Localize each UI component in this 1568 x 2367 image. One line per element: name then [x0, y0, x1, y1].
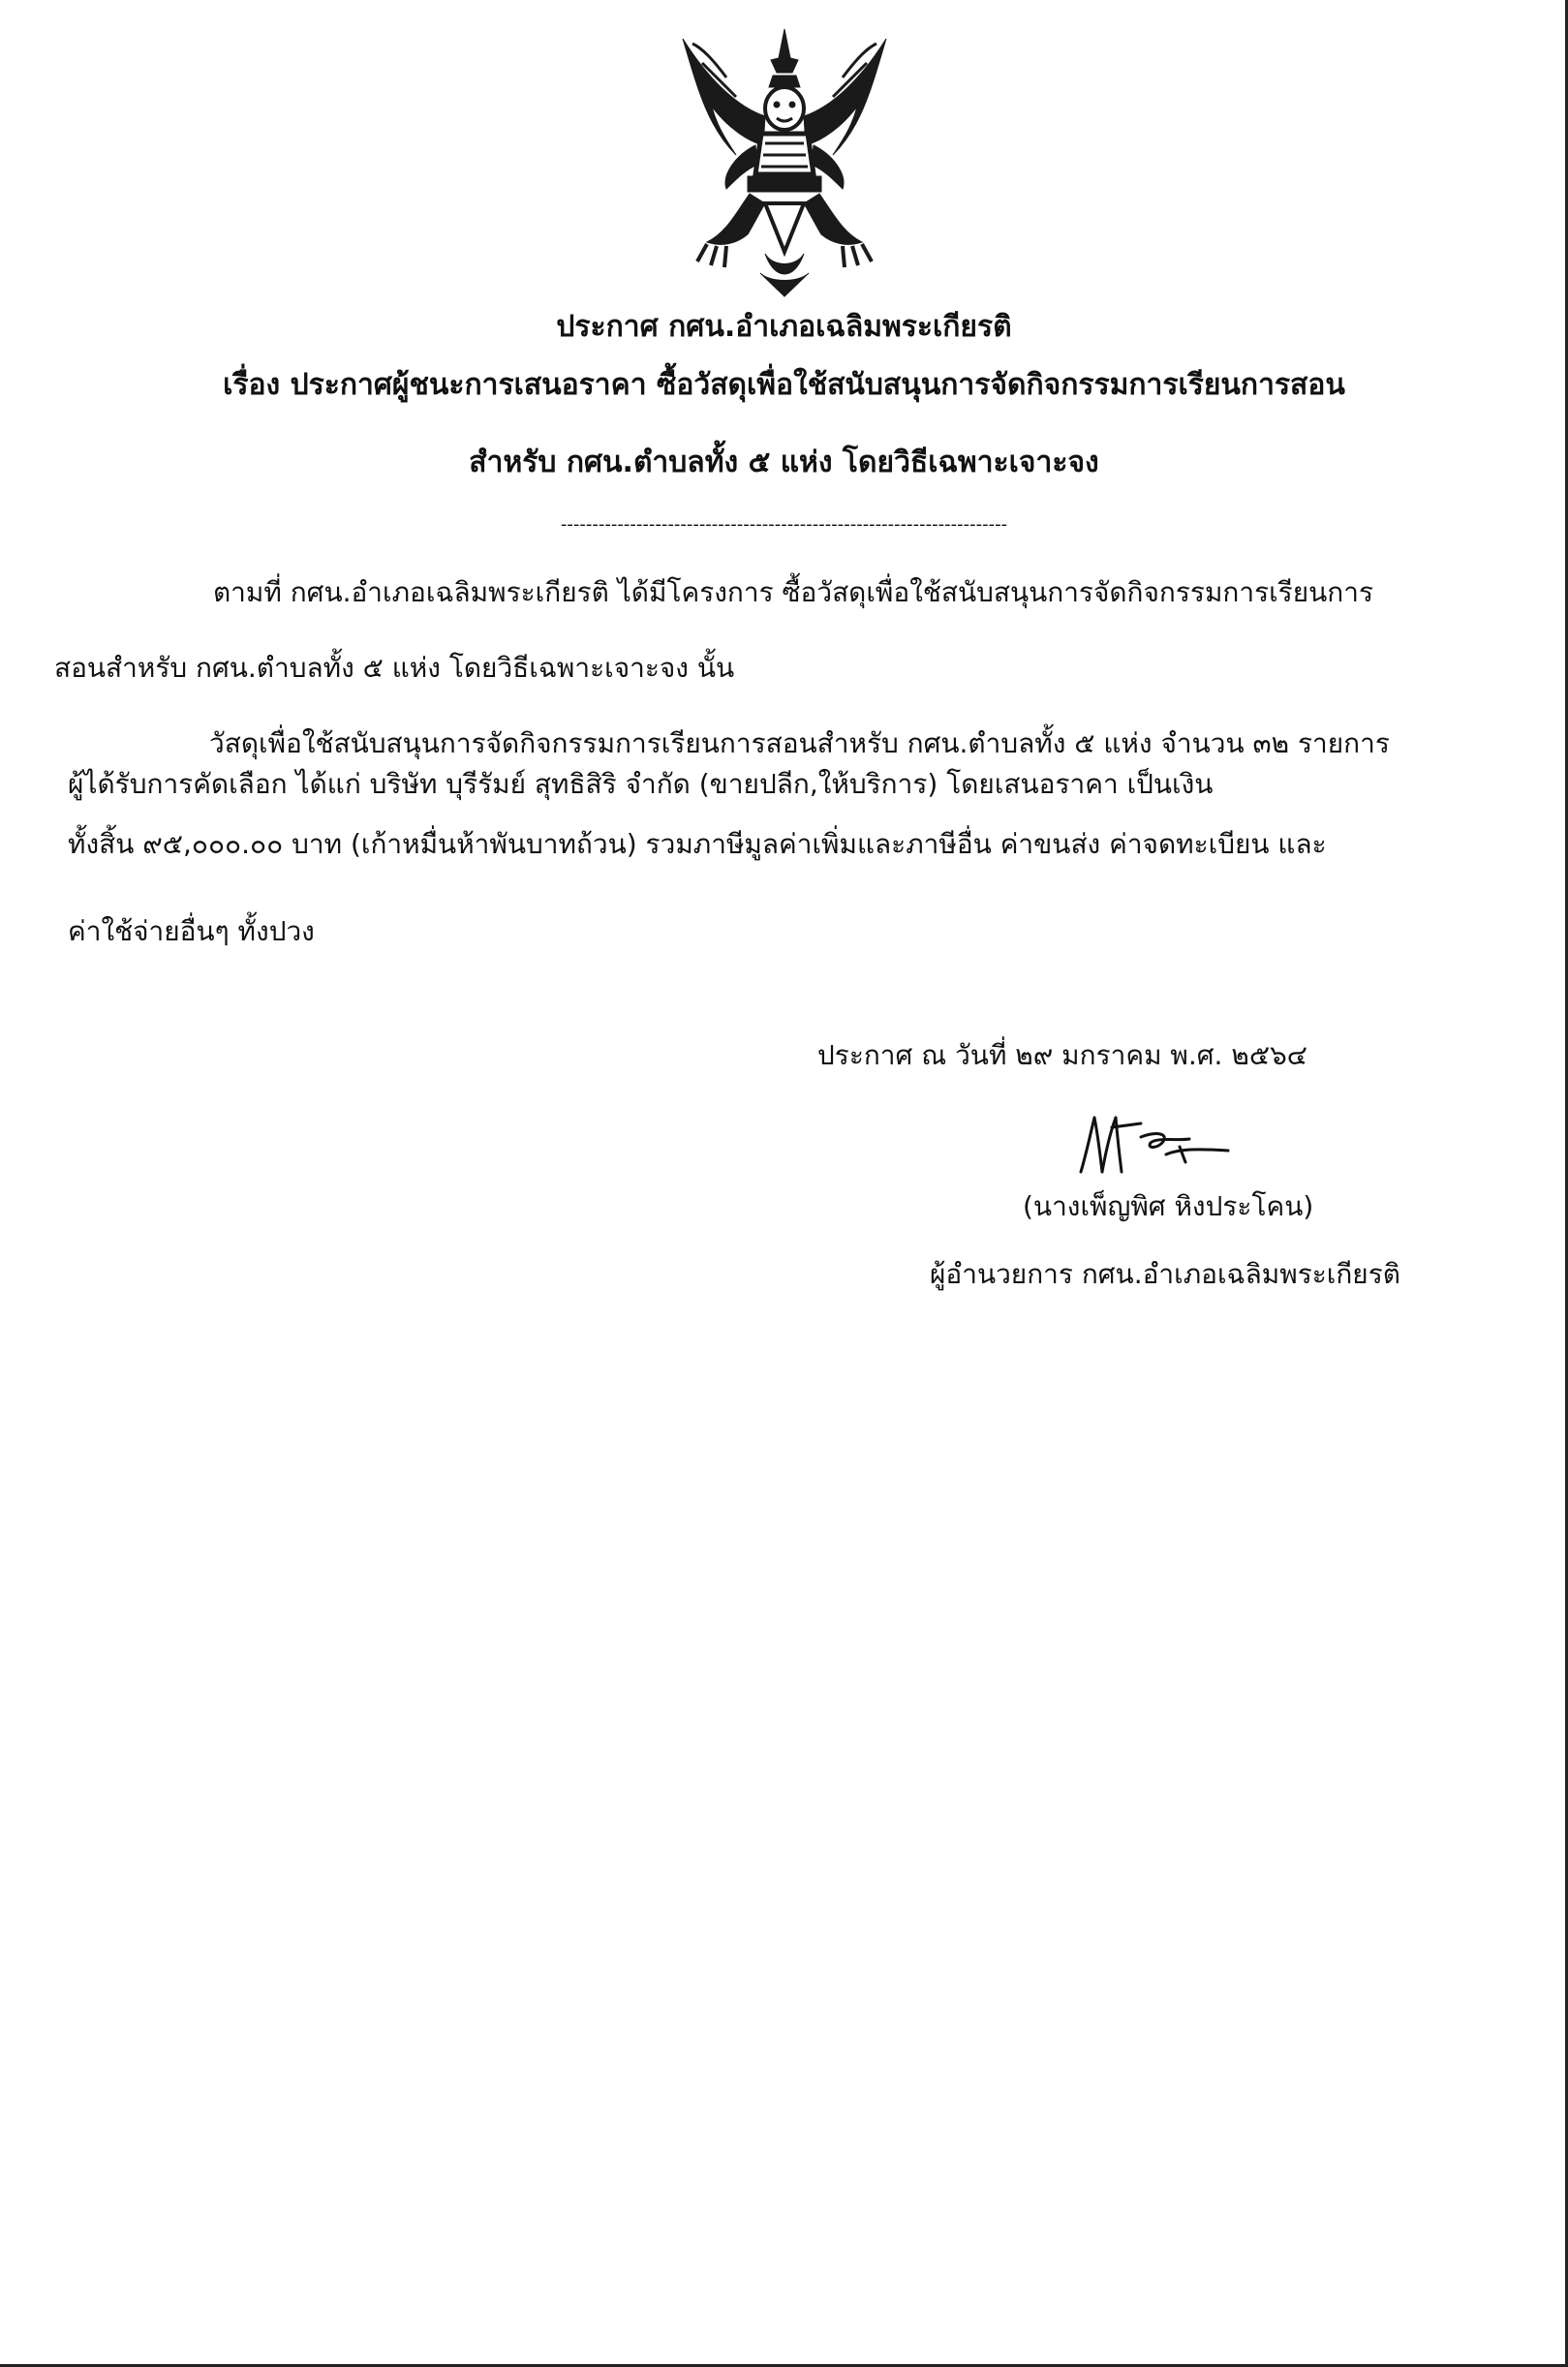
garuda-emblem-icon	[668, 19, 901, 300]
signer-title: ผู้อำนวยการ กศน.อำเภอเฉลิมพระเกียรติ	[930, 1258, 1400, 1290]
paragraph-2-line-1: วัสดุเพื่อใช้สนับสนุนการจัดกิจกรรมการเรียนการสอนสำหรับ กศน.ตำบลทั้ง ๕ แห่ง จำนวน ๓๒ รายการ	[209, 727, 1390, 759]
signature-icon	[1073, 1104, 1238, 1182]
separator-line: -----------------------------------------------------------------------	[560, 514, 1008, 535]
announcement-date: ประกาศ ณ วันที่ ๒๙ มกราคม พ.ศ. ๒๕๖๔	[817, 1039, 1307, 1071]
paragraph-1-line-2: สอนสำหรับ กศน.ตำบลทั้ง ๕ แห่ง โดยวิธีเฉพาะเจาะจง นั้น	[54, 652, 735, 684]
paragraph-2-line-2: ผู้ได้รับการคัดเลือก ได้แก่ บริษัท บุรีรัมย์ สุทธิสิริ จำกัด (ขายปลีก,ให้บริการ) โดยเสนอราคา เป็นเงิน	[68, 768, 1214, 800]
paragraph-1-line-1: ตามที่ กศน.อำเภอเฉลิมพระเกียรติ ได้มีโครงการ ซื้อวัสดุเพื่อใช้สนับสนุนการจัดกิจกรรมการเรียนการ	[213, 576, 1373, 608]
announcement-title: ประกาศ กศน.อำเภอเฉลิมพระเกียรติ	[556, 310, 1012, 344]
announcement-subject: เรื่อง ประกาศผู้ชนะการเสนอราคา ซื้อวัสดุเพื่อใช้สนับสนุนการจัดกิจกรรมการเรียนการสอน	[223, 368, 1345, 402]
paragraph-2-line-4: ค่าใช้จ่ายอื่นๆ ทั้งปวง	[68, 915, 315, 947]
signer-name: (นางเพ็ญพิศ หิงประโคน)	[1023, 1190, 1314, 1222]
announcement-subject-continued: สำหรับ กศน.ตำบลทั้ง ๕ แห่ง โดยวิธีเฉพาะเจาะจง	[469, 446, 1099, 479]
paragraph-2-line-3: ทั้งสิ้น ๙๕,๐๐๐.๐๐ บาท (เก้าหมื่นห้าพันบาทถ้วน) รวมภาษีมูลค่าเพิ่มและภาษีอื่น ค่าขนส่ง ค่าจดทะเบียน และ	[68, 828, 1327, 860]
